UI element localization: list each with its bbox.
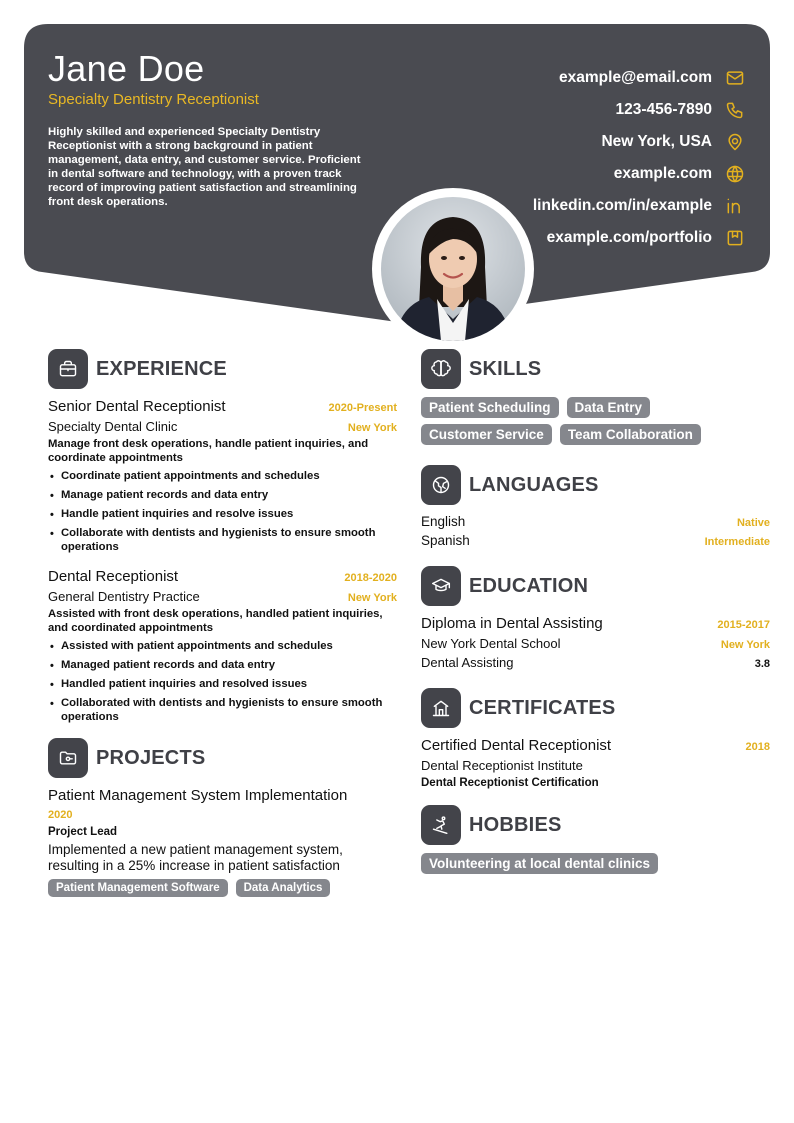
job-company: General Dentistry Practice [48,589,200,604]
degree: Diploma in Dental Assisting [421,615,603,632]
language-row [421,514,770,529]
certificate-date: 2018 [745,741,770,753]
certificates-header [421,688,770,728]
contact-list [533,62,746,254]
languages-list [421,514,770,548]
avatar [381,197,525,341]
bullet-item: • Assisted with patient appointments and schedules [48,639,397,653]
contact-portfolio[interactable] [533,222,746,254]
skill-chip: Data Entry [567,397,651,418]
candidate-name: Jane Doe [48,48,205,89]
briefcase-icon [48,349,88,389]
job-location: New York [347,422,397,434]
experience-header [48,349,397,389]
certificates-title: CERTIFICATES [469,696,616,719]
skill-chip: Customer Service [421,424,552,445]
bookmark-icon [724,227,746,249]
job-company: Specialty Dental Clinic [48,419,178,434]
language-globe-icon [421,465,461,505]
bullet-item: • Managed patient records and data entry [48,658,397,672]
job-title: Senior Dental Receptionist [48,398,226,415]
projects-title: PROJECTS [96,746,206,769]
bullet-item: • Handle patient inquiries and resolve issues [48,507,397,521]
language-row [421,533,770,548]
project-date: 2020 [48,809,73,821]
mail-icon [724,67,746,89]
languages-title: LANGUAGES [469,473,599,496]
project-role: Project Lead [48,826,118,838]
bullet-item: • Coordinate patient appointments and schedules [48,469,397,483]
education-gpa: 3.8 [754,658,770,670]
contact-website-text[interactable]: example.com [613,165,712,182]
certificate-entry [421,737,770,789]
job-description: Assisted with front desk operations, handled patient inquiries, and coordinated appointments [48,608,383,634]
contact-email[interactable] [533,62,746,94]
education-date: 2015-2017 [717,619,770,631]
skills-list [421,397,770,451]
languages-header [421,465,770,505]
project-description: Implemented a new patient management system, resulting in a 25% increase in patient satisfaction [48,842,343,873]
phone-icon [724,99,746,121]
project-tags [48,878,397,897]
contact-location [533,126,746,158]
bullet-item: • Collaborate with dentists and hygienists to ensure smooth operations [48,526,397,554]
contact-phone-text[interactable]: 123-456-7890 [615,101,712,118]
contact-website[interactable] [533,158,746,190]
job-description: Manage front desk operations, handle patient inquiries, and coordinate appointments [48,438,369,464]
job-location: New York [347,592,397,604]
experience-entry [48,568,397,724]
job-bullets [48,469,397,554]
globe-icon [724,163,746,185]
folder-icon [48,738,88,778]
location-pin-icon [724,131,746,153]
experience-entry [48,398,397,554]
skill-chip: Team Collaboration [560,424,701,445]
certificate-detail: Dental Receptionist Certification [421,777,599,789]
contact-linkedin-text[interactable]: linkedin.com/in/example [532,197,712,214]
certificate-issuer: Dental Receptionist Institute [421,758,583,773]
project-tag: Data Analytics [236,879,331,897]
contact-email-text[interactable]: example@email.com [559,69,712,86]
language-name: Spanish [421,533,470,548]
skiing-icon [421,805,461,845]
left-column [48,349,397,897]
graduation-cap-icon [421,566,461,606]
projects-header [48,738,397,778]
project-title: Patient Management System Implementation [48,787,348,804]
profile-summary: Highly skilled and experienced Specialty Dentistry Receptionist with a strong background in patient management, data entry, and customer service. Proficient in dental software and technology, with a proven track record of improving patient satisfaction and streamlining front desk operations. [48,126,361,208]
education-entry [421,615,770,670]
skills-title: SKILLS [469,357,542,380]
skill-chip: Patient Scheduling [421,397,559,418]
project-entry [48,787,397,897]
certificate-name: Certified Dental Receptionist [421,737,612,754]
right-column [421,349,770,880]
bullet-item: • Collaborated with dentists and hygienists to ensure smooth operations [48,696,397,724]
education-title: EDUCATION [469,574,589,597]
hobbies-title: HOBBIES [469,813,562,836]
job-title: Dental Receptionist [48,568,179,585]
language-name: English [421,514,466,529]
contact-location-text: New York, USA [601,133,712,150]
bullet-item: • Handled patient inquiries and resolved issues [48,677,397,691]
school-location: New York [720,639,770,651]
experience-title: EXPERIENCE [96,357,227,380]
contact-linkedin[interactable] [533,190,746,222]
linkedin-icon [724,195,746,217]
skills-header [421,349,770,389]
building-icon [421,688,461,728]
hobbies-header [421,805,770,845]
project-tag: Patient Management Software [48,879,228,897]
language-level: Intermediate [704,536,770,548]
hobby-chip: Volunteering at local dental clinics [421,853,658,874]
candidate-role: Specialty Dentistry Receptionist [48,91,259,108]
brain-icon [421,349,461,389]
job-bullets [48,639,397,724]
language-level: Native [736,517,770,529]
bullet-item: • Manage patient records and data entry [48,488,397,502]
job-date: 2018-2020 [344,572,397,584]
education-field: Dental Assisting [421,655,514,670]
job-date: 2020-Present [328,402,397,414]
hobbies-list [421,853,770,880]
contact-portfolio-text[interactable]: example.com/portfolio [546,229,712,246]
education-header [421,566,770,606]
contact-phone[interactable] [533,94,746,126]
school-name: New York Dental School [421,636,561,651]
